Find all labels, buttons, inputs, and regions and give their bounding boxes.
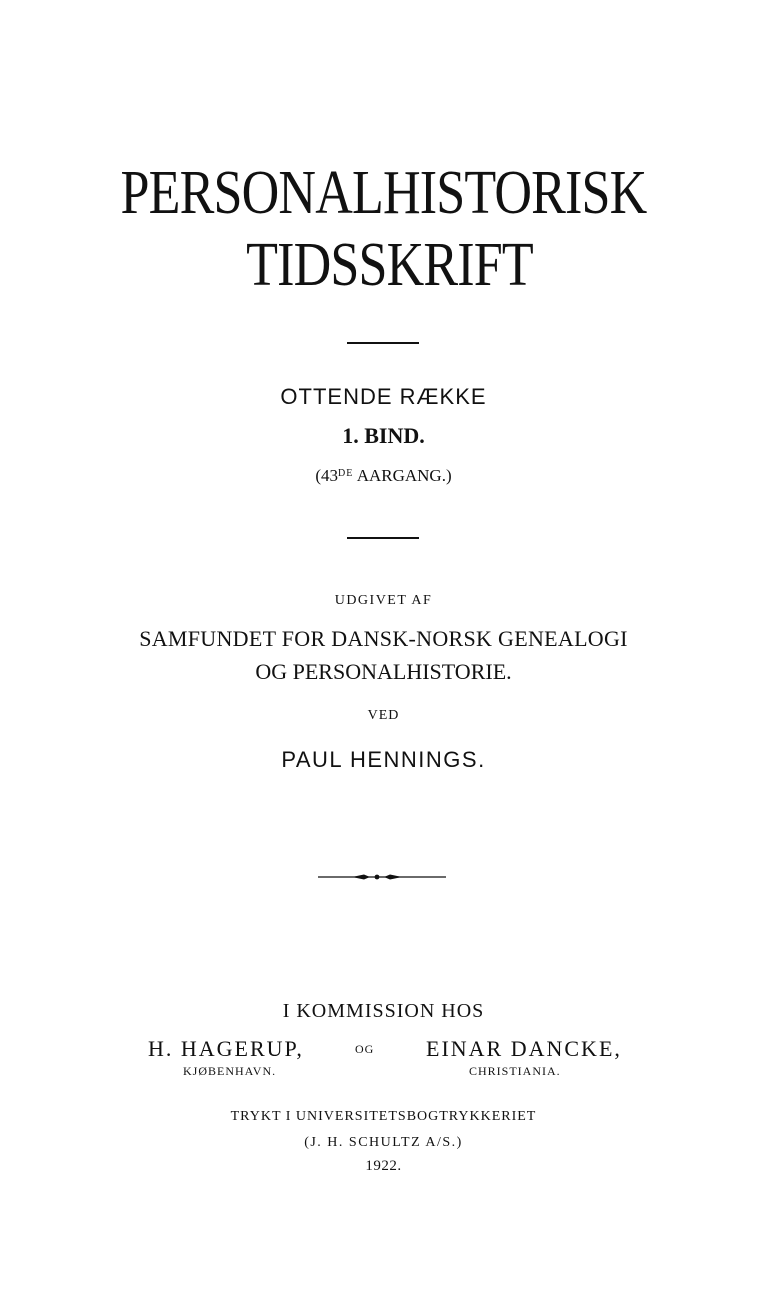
publisher-conjunction: OG bbox=[355, 1042, 375, 1056]
year-superscript: DE bbox=[338, 468, 354, 479]
publisher-1-name: H. HAGERUP, bbox=[148, 1036, 304, 1061]
divider-rule-top bbox=[347, 342, 419, 344]
society-name-line-1: SAMFUNDET FOR DANSK-NORSK GENEALOGI bbox=[139, 626, 628, 651]
commission-label: I KOMMISSION HOS bbox=[282, 1000, 485, 1022]
published-by-label: UDGIVET AF bbox=[334, 593, 433, 608]
publisher-2-city: CHRISTIANIA. bbox=[469, 1064, 561, 1078]
journal-title-line-2: TIDSSKRIFT bbox=[246, 231, 533, 299]
year-label bbox=[0, 466, 767, 486]
publisher-2-name: EINAR DANCKE, bbox=[426, 1036, 622, 1061]
printer-line-1: TRYKT I UNIVERSITETSBOGTRYKKERIET bbox=[230, 1109, 537, 1124]
fleuron-rule-icon bbox=[318, 870, 446, 884]
editor-name: PAUL HENNINGS. bbox=[281, 747, 486, 772]
series-label: OTTENDE RÆKKE bbox=[280, 384, 487, 409]
print-year: 1922. bbox=[365, 1158, 402, 1174]
journal-title-line-1: PERSONALHISTORISK bbox=[120, 159, 647, 227]
year-open: (43 bbox=[315, 466, 339, 485]
divider-rule-middle bbox=[347, 537, 419, 539]
publisher-1-city: KJØBENHAVN. bbox=[183, 1064, 277, 1078]
volume-label: 1. BIND. bbox=[342, 423, 425, 448]
year-rest: AARGANG.) bbox=[353, 466, 452, 485]
editor-by-label: VED bbox=[367, 708, 400, 723]
society-name-line-2: OG PERSONALHISTORIE. bbox=[255, 659, 512, 684]
printer-line-2: (J. H. SCHULTZ A/S.) bbox=[304, 1135, 463, 1150]
